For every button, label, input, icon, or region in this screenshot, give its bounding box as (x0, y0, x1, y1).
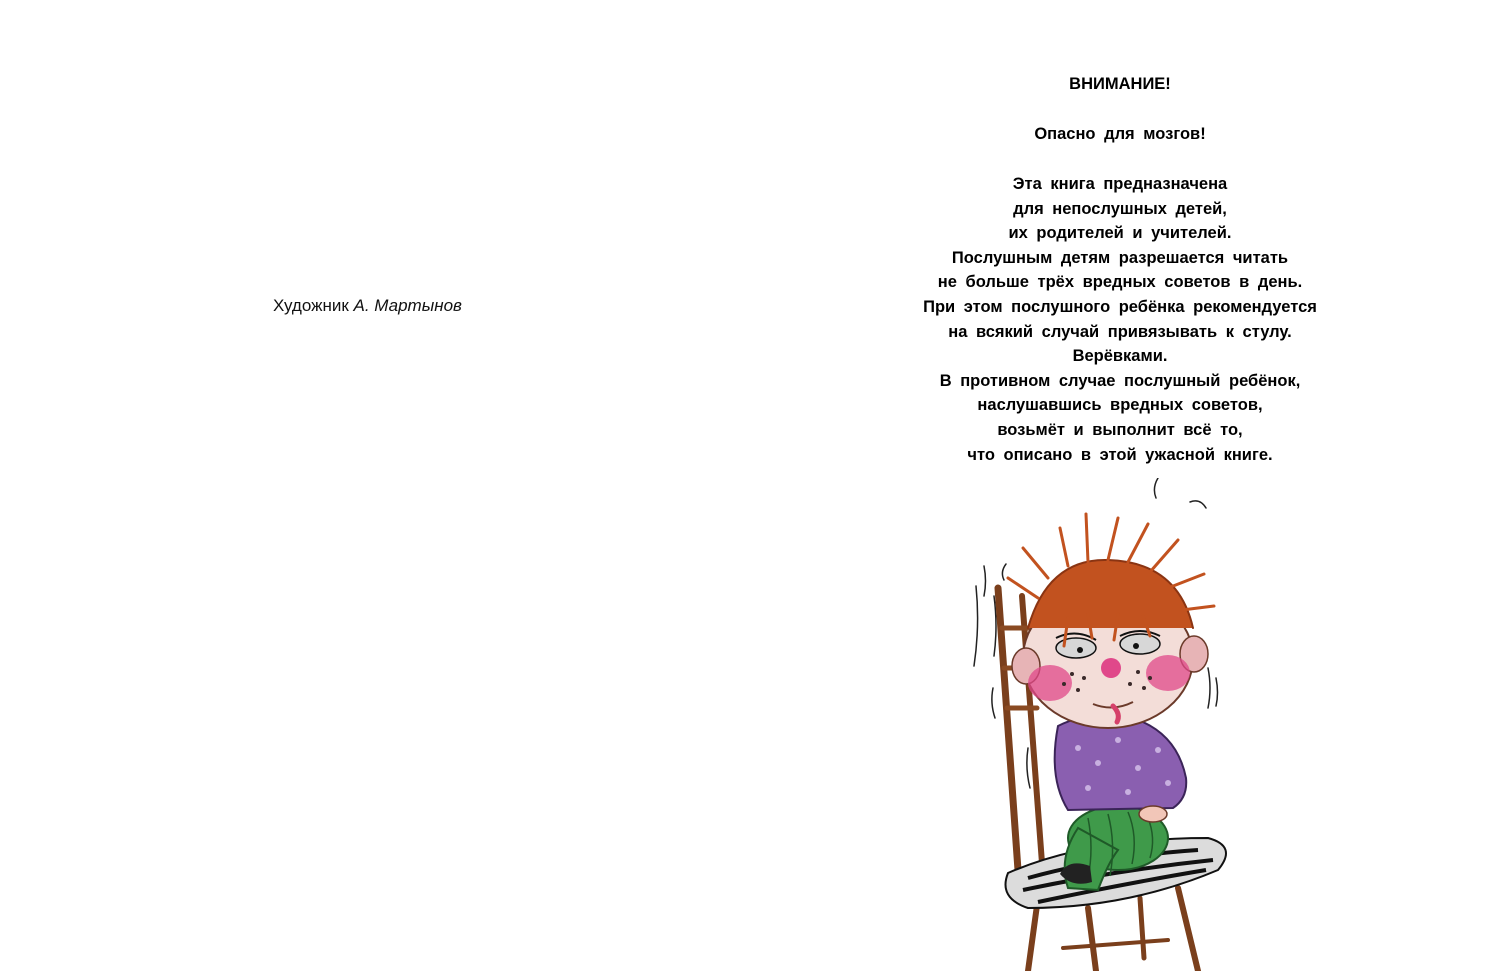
credit-name: А. Мартынов (353, 296, 462, 315)
warning-line: Послушным детям разрешается читать (951, 248, 1289, 267)
warning-line: их родителей и учителей. (1008, 224, 1232, 243)
warning-subtitle: Опасно для мозгов! (1034, 125, 1206, 143)
warning-line: на всякий случай привязывать к стулу. (948, 322, 1292, 341)
boy-on-chair-illustration (968, 478, 1268, 971)
warning-line: Верёвками. (1072, 347, 1168, 366)
warning-line: Эта книга предназначена (1012, 175, 1228, 193)
warning-title: ВНИМАНИЕ! (1069, 75, 1171, 93)
warning-line: возьмёт и выполнит всё то, (997, 420, 1243, 439)
illustrator-credit (273, 296, 462, 316)
warning-line: не больше трёх вредных советов в день. (937, 273, 1303, 292)
warning-line: что описано в этой ужасной книге. (967, 445, 1273, 464)
credit-role: Художник (273, 296, 349, 315)
warning-block (870, 72, 1370, 467)
warning-line: для непослушных детей, (1013, 199, 1227, 218)
warning-line: При этом послушного ребёнка рекомендуется (923, 297, 1317, 316)
right-page (750, 0, 1500, 971)
warning-line: наслушавшись вредных советов, (977, 396, 1263, 415)
warning-body (870, 172, 1370, 467)
warning-line: В противном случае послушный ребёнок, (939, 371, 1301, 390)
hair (1008, 514, 1214, 646)
